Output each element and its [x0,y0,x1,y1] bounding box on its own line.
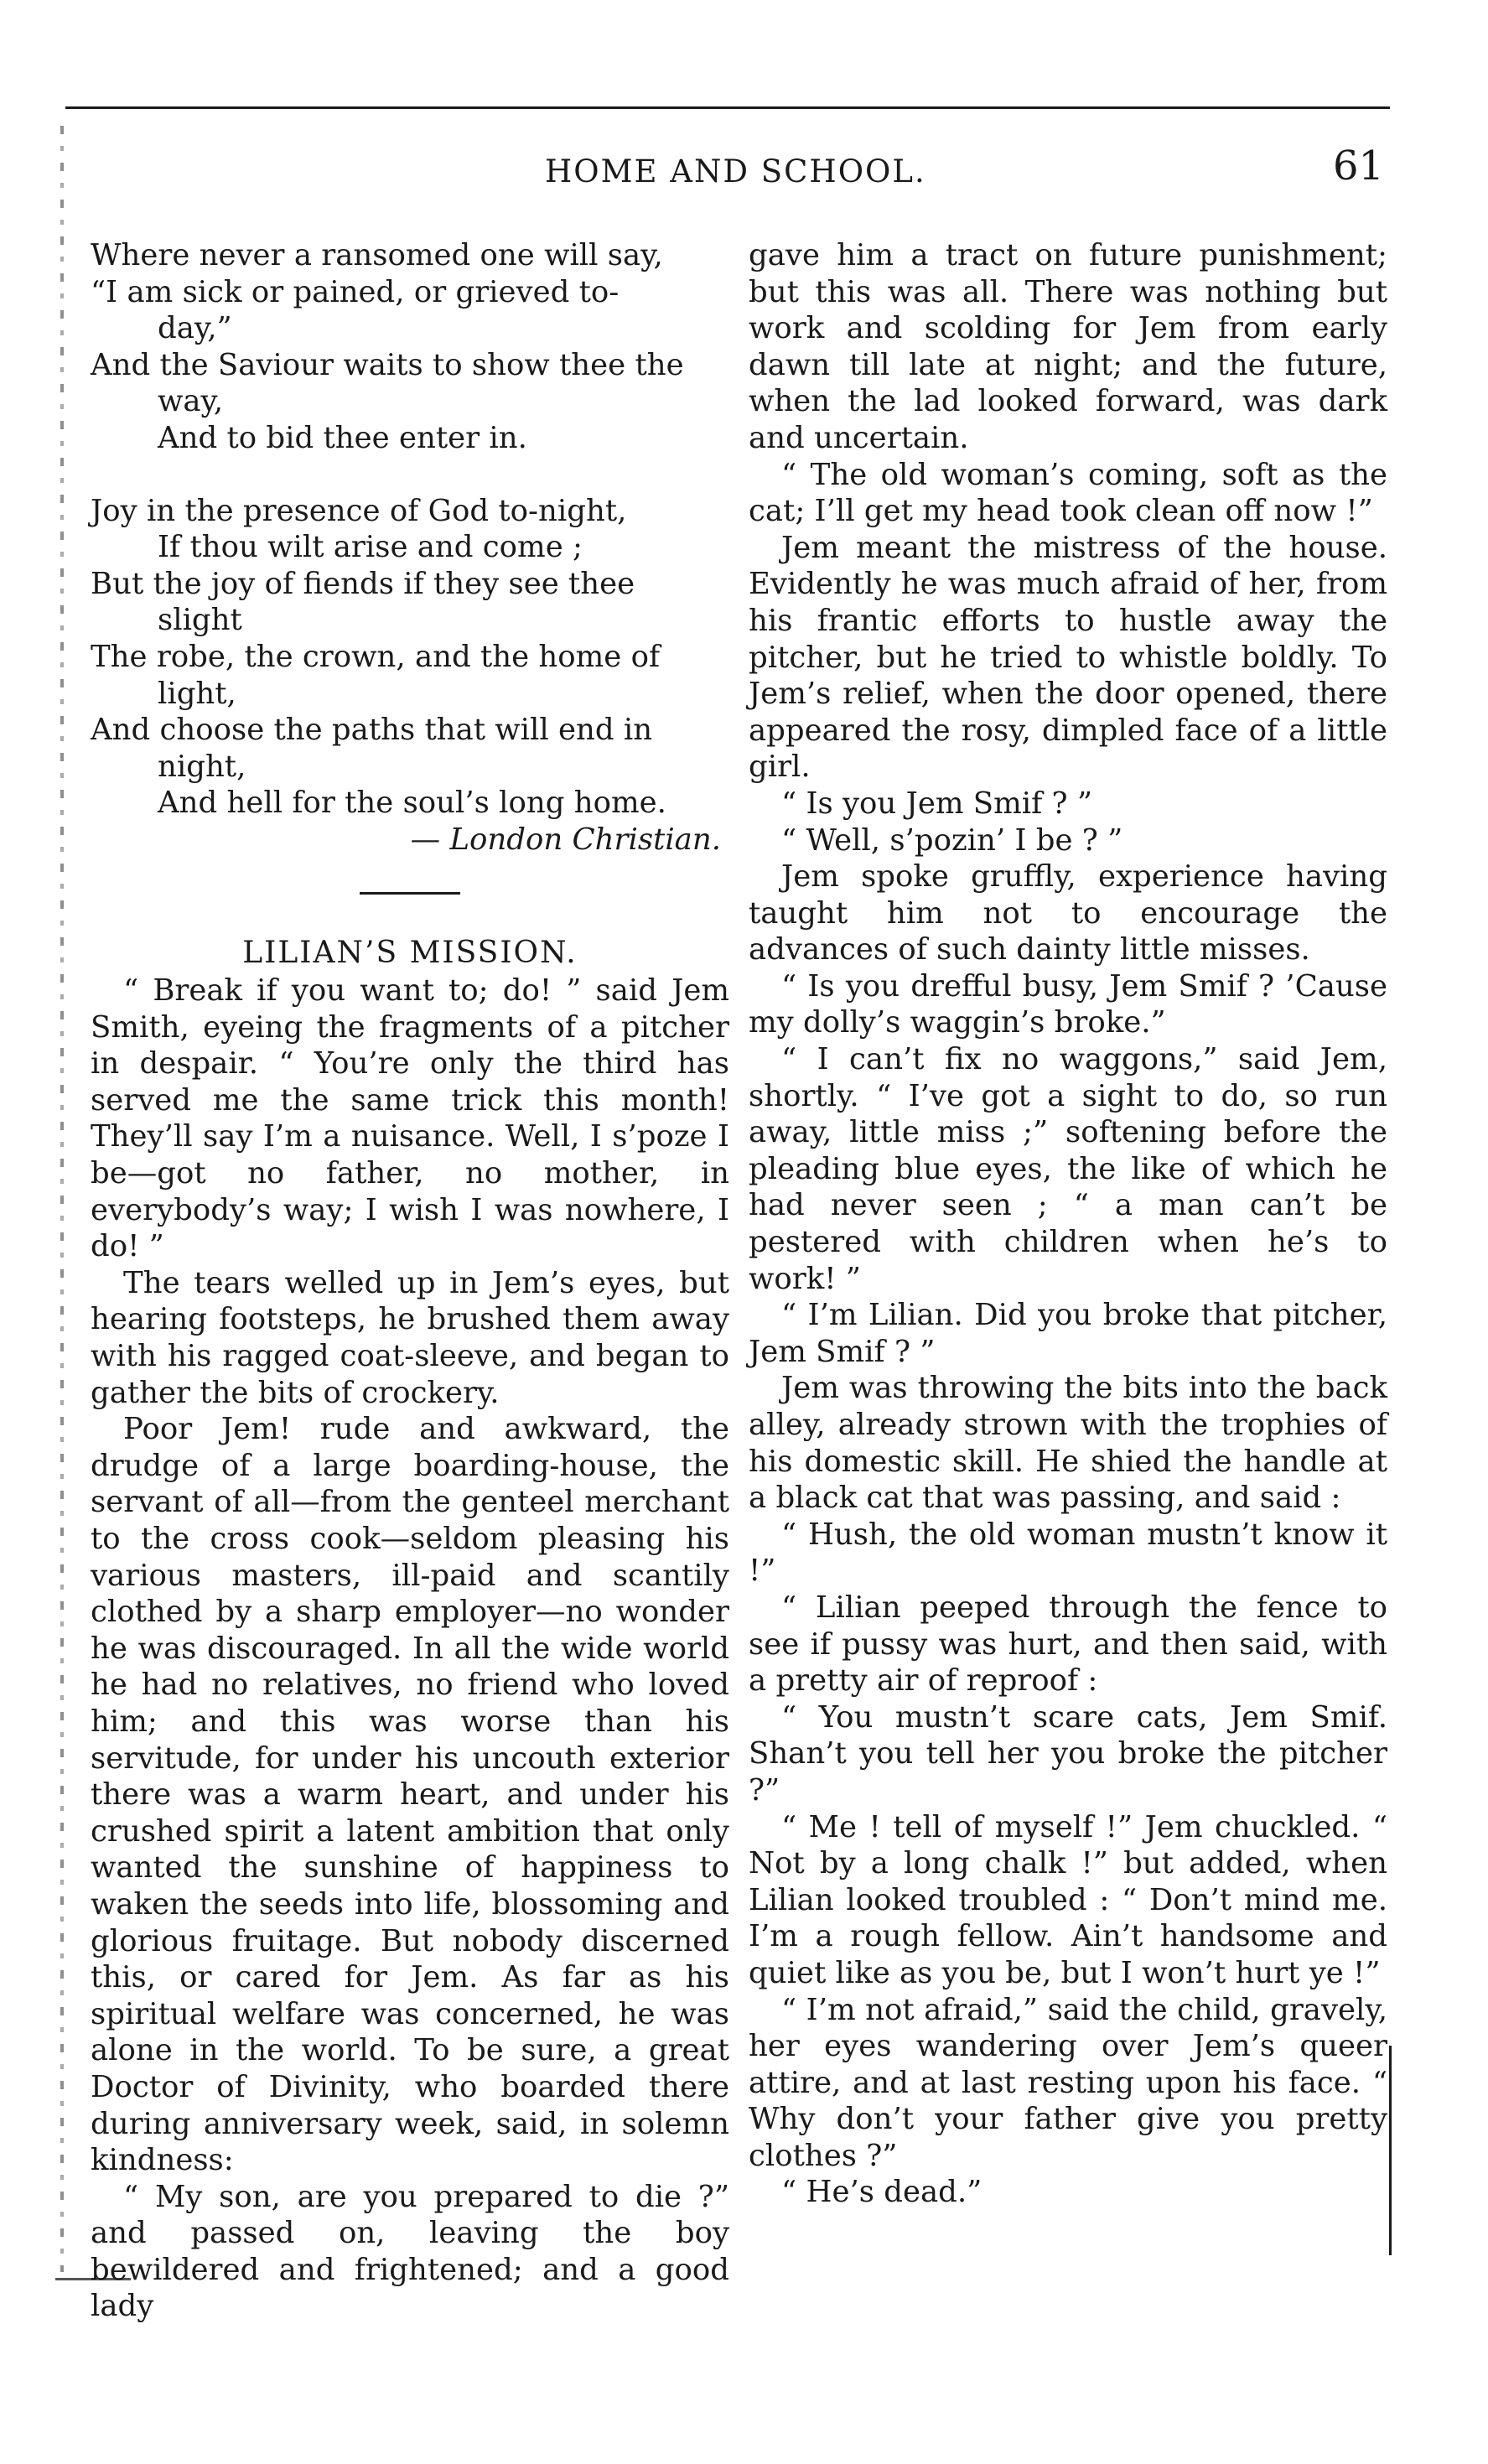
story-paragraph: gave him a tract on future punishment; but this was all. There was nothing but work and scolding for Jem from early dawn till late at night; and the future, when the lad looked forward, was dark and uncertain. [749,238,1387,455]
poem [91,237,729,859]
poem-line: And hell for the soul’s long home. [158,786,666,821]
poem-line: But the joy of fiends if they see thee [91,566,635,601]
poem-stanza [91,237,729,457]
story-paragraph: “ Me ! tell of myself !” Jem chuckled. “ Not by a long chalk !” but added, when Lilian looked troubled : “ Don’t mind me. I’m a rough fellow. Ain’t handsome and quiet like as you be, but I won’t hurt ye !” [749,1809,1387,1990]
story-paragraph: “ The old woman’s coming, soft as the cat; I’ll get my head took clean off now !” [749,457,1387,529]
poem-line: way, [158,384,224,419]
poem-line: slight [158,603,242,638]
poem-line: And choose the paths that will end in [91,713,653,748]
header-rule [65,106,1390,109]
poem-line: night, [158,749,246,784]
story-paragraph: “ Break if you want to; do! ” said Jem Smith, eyeing the fragments of a pitcher in despair. “ You’re only the third has served me the same trick this month! They’ll say I’m a nuisance. Well, I s’poze I be—got no father, no mother, in everybody’s way; I wish I was nowhere, I do! ” [91,973,729,1264]
left-column [91,237,729,2325]
story-paragraph: “ He’s dead.” [781,2175,982,2210]
poem-line: light, [158,676,236,711]
story-paragraph: “ Is you Jem Smif ? ” [781,786,1092,821]
story-paragraph: “ My son, are you prepared to die ?” and passed on, leaving the boy bewildered and frightened; and a good lady [91,2179,729,2324]
page-number: 61 [1333,143,1385,189]
poem-line: Where never a ransomed one will say, [91,238,663,272]
poem-line: Joy in the presence of God to-night, [91,493,627,528]
left-margin-border [60,126,64,2272]
story-paragraph: Jem was throwing the bits into the back alley, already strown with the trophies of his domestic skill. He shied the handle at a black cat that was passing, and said : [749,1371,1387,1516]
story-paragraph: Jem spoke gruffly, experience having taught him not to encourage the advances of such dainty little misses. [749,859,1387,967]
poem-line: And the Saviour waits to show thee the [91,347,684,382]
poem-line: day,” [158,311,232,346]
poem-line: If thou wilt arise and come ; [158,530,583,565]
story-paragraph: “ Well, s’pozin’ I be ? ” [781,822,1123,858]
story-paragraph: “ Hush, the old woman mustn’t know it !” [749,1517,1387,1589]
running-header: HOME AND SCHOOL. [545,153,926,189]
section-divider [360,892,460,895]
poem-line: “I am sick or pained, or grieved to- [91,274,620,309]
poem-attribution: — London Christian. [410,822,721,857]
story-paragraph: “ I’m not afraid,” said the child, gravely, her eyes wandering over Jem’s queer attire, and at last resting upon his face. “ Why don’t your father give you pretty clothes ?” [749,1992,1387,2173]
right-column [749,237,1387,2211]
story-paragraph: The tears welled up in Jem’s eyes, but hearing footsteps, he brushed them away with his ragged coat-sleeve, and began to gather the bits of crockery. [91,1265,729,1410]
story-paragraph: “ Is you drefful busy, Jem Smif ? ’Cause my dolly’s waggin’s broke.” [749,968,1387,1040]
poem-line: And to bid thee enter in. [158,420,527,455]
story-title: LILIAN’S MISSION. [242,935,578,970]
story-paragraph: “ You mustn’t scare cats, Jem Smif. Shan’t you tell her you broke the pitcher ?” [749,1699,1387,1808]
story-paragraph: “ I’m Lilian. Did you broke that pitcher, Jem Smif ? ” [749,1298,1387,1369]
story-paragraph: Jem meant the mistress of the house. Evidently he was much afraid of her, from his frantic efforts to hustle away the pitcher, but he tried to whistle boldly. To Jem’s relief, when the door opened, there appeared the rosy, dimpled face of a little girl. [749,530,1387,785]
story-paragraph: Poor Jem! rude and awkward, the drudge of a large boarding-house, the servant of all—from the genteel merchant to the cross cook—seldom pleasing his various masters, ill-paid and scantily clothed by a sharp employer—no wonder he was discouraged. In all the wide world he had no relatives, no friend who loved him; and this was worse than his servitude, for under his uncouth exterior there was a warm heart, and under his crushed spirit a latent ambition that only wanted the sunshine of happiness to waken the seeds into life, blossoming and glorious fruitage. But nobody discerned this, or cared for Jem. As far as his spiritual welfare was concerned, he was alone in the world. To be sure, a great Doctor of Divinity, who boarded there during anniversary week, said, in solemn kindness: [91,1412,729,2178]
poem-stanza [91,493,729,822]
right-margin-rule [1389,2046,1392,2255]
poem-line: The robe, the crown, and the home of [91,639,661,674]
story-paragraph: “ Lilian peeped through the fence to see if pussy was hurt, and then said, with a pretty air of reproof : [749,1590,1387,1699]
story-paragraph: “ I can’t fix no waggons,” said Jem, shortly. “ I’ve got a sight to do, so run away, little miss ;” softening before the pleading blue eyes, the like of which he had never seen ; “ a man can’t be pestered with children when he’s to work! ” [749,1042,1387,1296]
